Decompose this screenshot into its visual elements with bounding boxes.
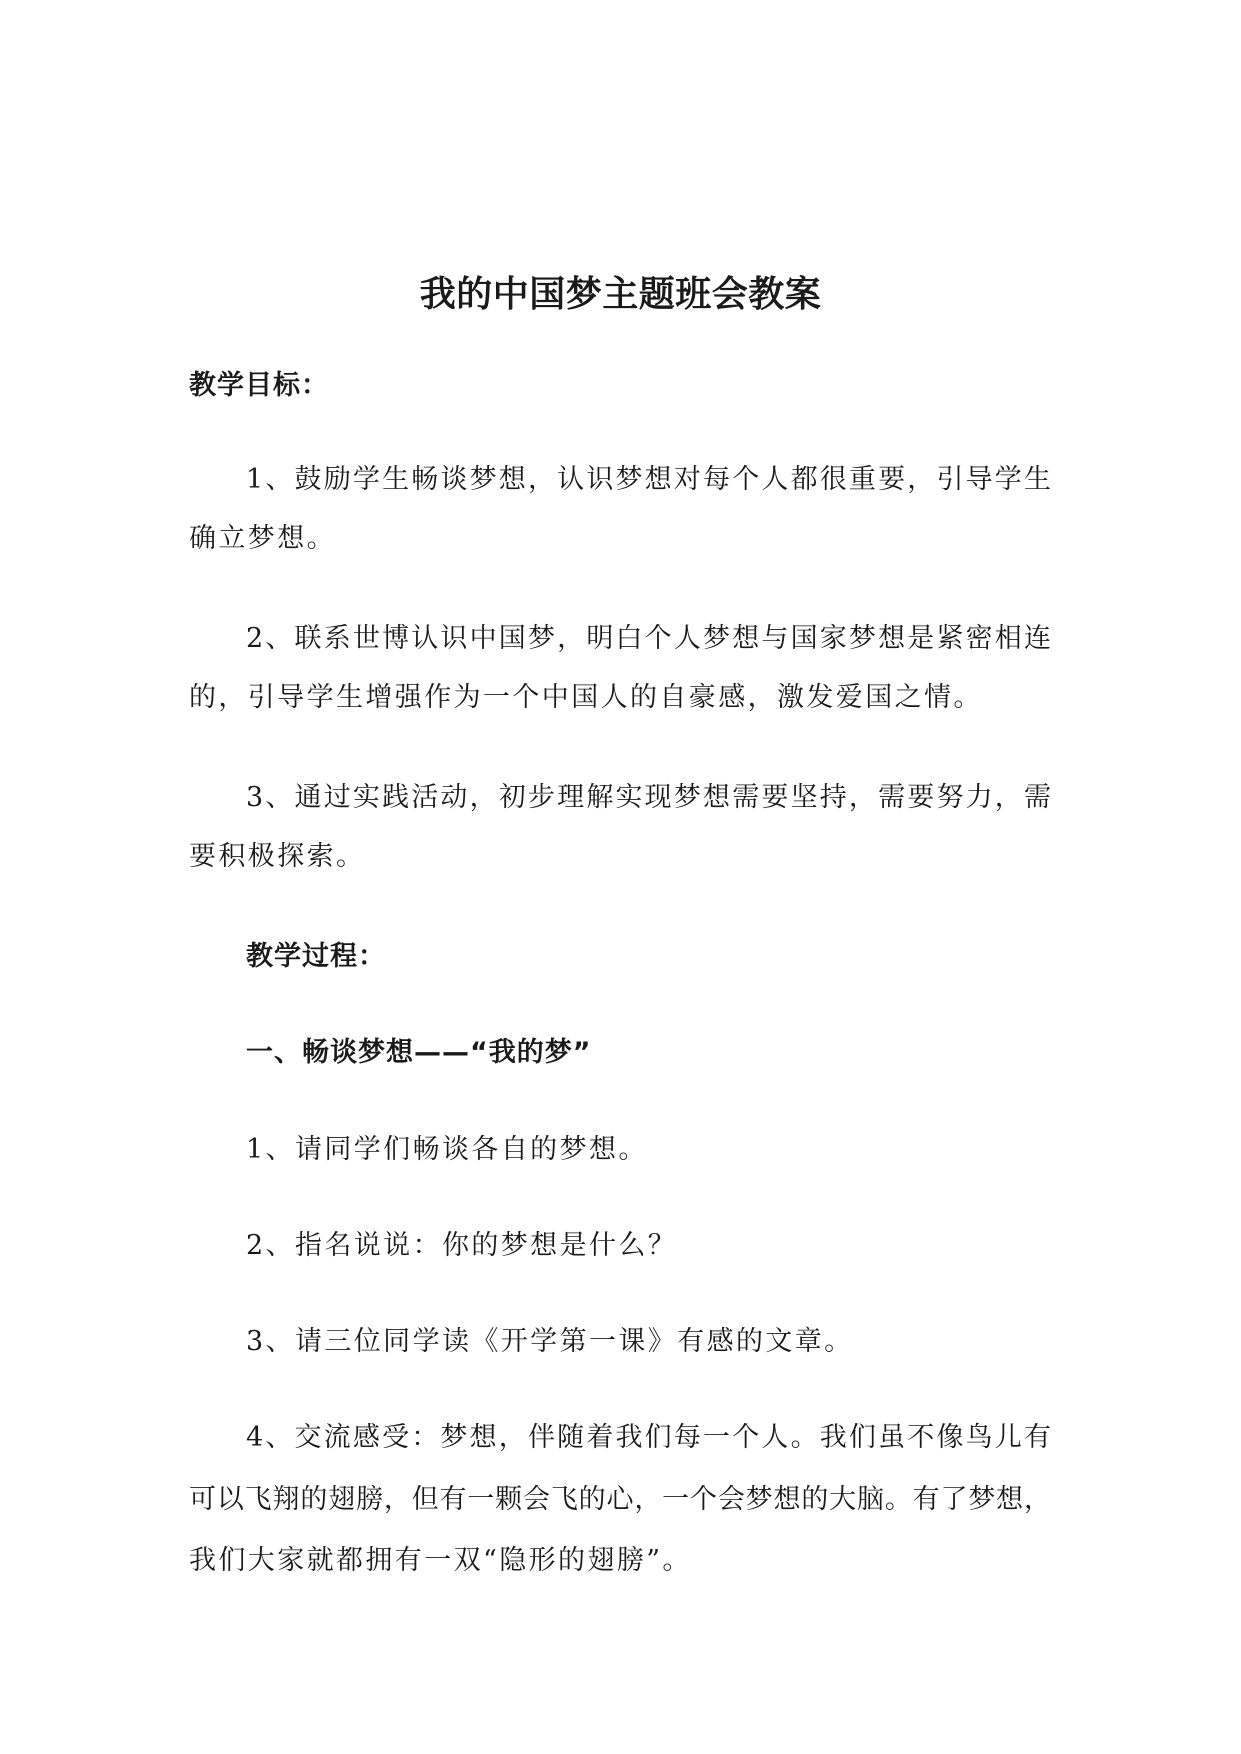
document-title: 我的中国梦主题班会教案: [419, 274, 822, 315]
objective-3-line-2: 要积极探索。: [189, 841, 366, 872]
process-heading: 教学过程：: [246, 941, 386, 972]
step-1: 1、请同学们畅谈各自的梦想。: [246, 1134, 648, 1165]
step-2: 2、指名说说：你的梦想是什么？: [246, 1230, 678, 1261]
objective-3-line-1: 3、通过实践活动，初步理解实现梦想需要坚持，需要努力，需: [246, 782, 1051, 813]
objective-1-line-1: 1、鼓励学生畅谈梦想，认识梦想对每个人都很重要，引导学生: [246, 464, 1051, 495]
step-4-line-3: 我们大家就都拥有一双“隐形的翅膀”。: [189, 1545, 692, 1576]
objective-2-line-1: 2、联系世博认识中国梦，明白个人梦想与国家梦想是紧密相连: [246, 623, 1051, 654]
objectives-heading: 教学目标：: [189, 370, 329, 401]
objective-1-line-2: 确立梦想。: [189, 523, 336, 554]
step-4-line-2: 可以飞翔的翅膀，但有一颗会飞的心，一个会梦想的大脑。有了梦想，: [189, 1484, 1051, 1515]
step-3: 3、请三位同学读《开学第一课》有感的文章。: [246, 1326, 854, 1357]
objective-2-line-2: 的，引导学生增强作为一个中国人的自豪感，激发爱国之情。: [189, 682, 983, 713]
step-4-line-1: 4、交流感受：梦想，伴随着我们每一个人。我们虽不像鸟儿有: [246, 1422, 1051, 1453]
section-1-heading: 一、畅谈梦想——“我的梦”: [246, 1037, 592, 1068]
